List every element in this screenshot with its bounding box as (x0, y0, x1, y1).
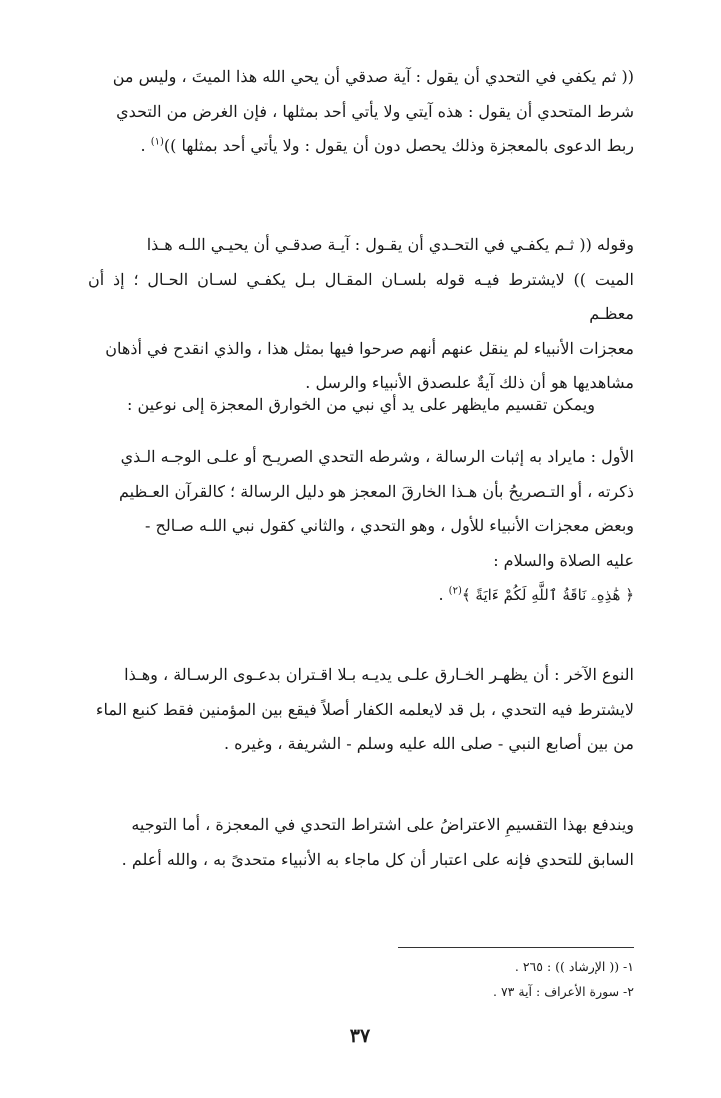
paragraph-quote-guidance (88, 60, 634, 164)
text-line-body: ربط الدعوى بالمعجزة وذلك يحصل دون أن يقول : ولا يأتي أحد بمثلها )) (163, 136, 634, 155)
text-line (88, 129, 634, 164)
text-line: شرط المتحدي أن يقول : هذه آيتي ولا يأتي أحد بمثلها ، فإن الغرض من التحدي (116, 101, 634, 121)
footnote-1: ١- (( الإرشاد )) : ٢٦٥ . (514, 959, 634, 974)
page-number: ٣٧ (349, 1025, 371, 1047)
text-line: مشاهديها هو أن ذلك آيةٌ علىصدق الأنبياء والرسل . (305, 373, 634, 392)
text-line: ويندفع بهذا التقسيمِ الاعتراضُ على اشتراط التحدي في المعجزة ، أما التوجيه (131, 815, 634, 834)
paragraph-second-type (88, 658, 634, 762)
quran-verse-line (88, 578, 634, 613)
paragraph-division-intro (88, 388, 634, 423)
text-line: السابق للتحدي فإنه على اعتبار أن كل ماجاء به الأنبياء متحدىً به ، والله أعلم . (121, 849, 634, 869)
text-line: معجزات الأنبياء لم ينقل عنهم أنهم صرحوا فيها بمثل هذا ، والذي انقدح في أذهان (105, 338, 634, 358)
text-line: النوع الآخر : أن يظهـر الخـارق علـى يديـه بـلا اقـتران بدعـوى الرسـالة ، وهـذا (124, 665, 634, 684)
quran-verse: ﴿ هَٰذِهِۦ نَاقَةُ ٱللَّهِ لَكُمْ ءَايَةً ﴾ (461, 586, 634, 604)
text-line: ذكرته ، أو التـصريحُ بأن هـذا الخارقَ المعجز هو دليل الرسالة ؛ كالقرآن العـظيم (119, 481, 634, 501)
footnote-2: ٢- سورة الأعراف : آية ٧٣ . (493, 984, 634, 999)
text-line: (( ثم يكفي في التحدي أن يقول : آية صدقي أن يحي الله هذا الميتَ ، وليس من (112, 67, 634, 86)
text-line: وقوله (( ثـم يكفـي في التحـدي أن يقـول : آيـة صدقـي أن يحيـي اللـه هـذا (146, 235, 634, 254)
text-line: الميت )) لايشترط فيـه قوله بلسـان المقـال بـل يكفـي لسـان الحـال ؛ إذ أن معظـم (88, 269, 634, 323)
line-end-punct: . (438, 585, 449, 604)
text-line: من بين أصابع النبي - صلى الله عليه وسلم - الشريفة ، وغيره . (224, 734, 634, 753)
text-line: ويمكن تقسيم مايظهر على يد أي نبي من الخوارق المعجزة إلى نوعين : (126, 395, 595, 414)
text-line: الأول : مايراد به إثبات الرسالة ، وشرطه التحدي الصريـح أو علـى الوجـه الـذي (120, 447, 634, 466)
paragraph-conclusion (88, 808, 634, 877)
line-end-punct: . (140, 136, 151, 155)
paragraph-commentary (88, 228, 634, 401)
footnote-ref-2: (٢) (448, 585, 462, 597)
text-line: عليه الصلاة والسلام : (493, 550, 634, 570)
footnote-ref-1: (١) (150, 136, 164, 148)
paragraph-first-type (88, 440, 634, 613)
text-line: لايشترط فيه التحدي ، بل قد لايعلمه الكفار أصلاً فيقع بين المؤمنين فقط كنبع الماء (95, 699, 634, 719)
footnote-divider (398, 947, 634, 948)
text-line: وبعض معجزات الأنبياء للأول ، وهو التحدي ، والثاني كقول نبي اللـه صـالح - (145, 516, 634, 535)
